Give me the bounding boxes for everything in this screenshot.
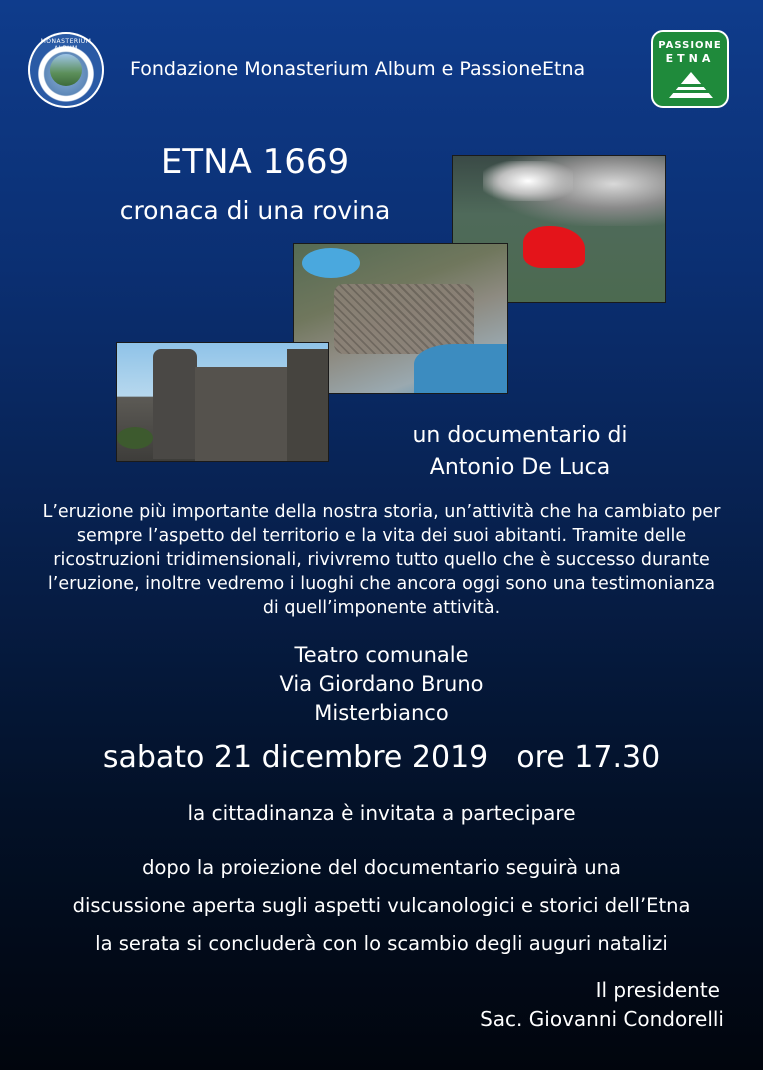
documentary-label: un documentario di <box>412 423 628 448</box>
after-line-2: discussione aperta sugli aspetti vulcanologici e storici dell’Etna <box>72 894 691 917</box>
director-name: Antonio De Luca <box>429 455 611 480</box>
mountain-stripe-2 <box>671 90 711 93</box>
castle-tower-left <box>153 349 197 459</box>
event-date: sabato 21 dicembre 2019 <box>102 740 489 775</box>
venue-city: Misterbianco <box>314 701 449 725</box>
invitation: la cittadinanza è invitata a partecipare <box>187 801 576 825</box>
signature-role: Il presidente <box>595 978 720 1002</box>
description: L’eruzione più importante della nostra storia, un’attività che ha cambiato per sempre l’aspetto del territorio e la vita dei suoi abitanti. Tramite delle ricostruzioni tridimensionali, rivivremo tutto quello che è successo durante l’eruzione, inoltre vedremo i luoghi che ancora oggi sono una testimonianza di quell’imponente attività. <box>42 502 721 618</box>
lake <box>302 248 360 278</box>
castle-photo-image <box>116 342 329 462</box>
after-event <box>8 849 755 963</box>
page-subtitle: cronaca di una rovina <box>119 196 391 225</box>
signature-name: Sac. Giovanni Condorelli <box>480 1007 724 1031</box>
after-line-1: dopo la proiezione del documentario seguirà una <box>142 856 621 879</box>
venue-name: Teatro comunale <box>294 643 469 667</box>
signature <box>420 976 724 1034</box>
after-line-3: la serata si concluderà con lo scambio degli auguri natalizi <box>95 932 668 955</box>
lava-flow <box>523 226 585 268</box>
logo-right-line2: ETNA <box>665 52 715 65</box>
mountain-stripe-1 <box>675 84 707 87</box>
venue-street: Via Giordano Bruno <box>279 672 484 696</box>
documentary-credit <box>380 420 660 484</box>
castle-tower-right <box>287 349 328 461</box>
tree <box>117 427 153 449</box>
sea <box>414 344 508 394</box>
passione-etna-logo <box>651 30 729 108</box>
white-smoke <box>483 161 573 201</box>
monasterium-album-logo <box>28 32 104 108</box>
logo-left-emblem <box>50 54 82 86</box>
logo-left-text: MONASTERIUM ALBUM <box>40 38 92 52</box>
foundation-name: Fondazione Monasterium Album e PassioneEtna <box>130 58 586 80</box>
venue <box>200 641 563 728</box>
page-title: ETNA 1669 <box>160 142 350 182</box>
castle-wall <box>195 367 295 461</box>
event-datetime <box>100 740 663 775</box>
logo-right-line1: PASSIONE <box>658 40 722 51</box>
event-time: ore 17.30 <box>516 740 661 775</box>
